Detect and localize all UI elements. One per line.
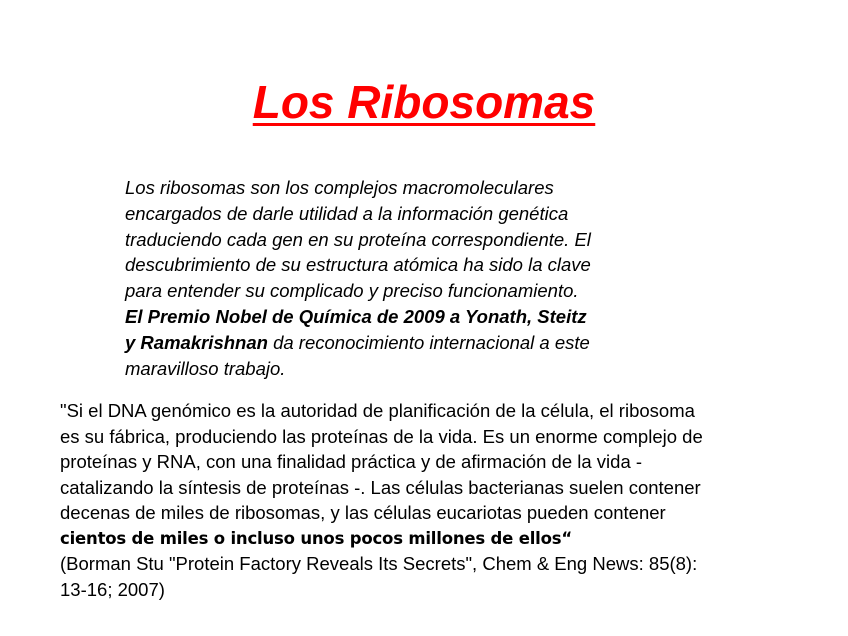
intro-line: descubrimiento de su estructura atómica ha sido la clave bbox=[125, 254, 591, 276]
intro-line: maravilloso trabajo. bbox=[125, 357, 286, 379]
intro-paragraph bbox=[125, 175, 685, 381]
intro-line: Los ribosomas son los complejos macromoleculares bbox=[125, 177, 554, 198]
quote-line: es su fábrica, produciendo las proteínas de la vida. Es un enorme complejo de bbox=[60, 425, 703, 447]
intro-line: encargados de darle utilidad a la información genética bbox=[125, 202, 569, 224]
quote-line: "Si el DNA genómico es la autoridad de planificación de la célula, el ribosoma bbox=[60, 400, 695, 421]
slide-title: Los Ribosomas bbox=[252, 76, 596, 128]
quote-line: proteínas y RNA, con una finalidad práctica y de afirmación de la vida - bbox=[60, 451, 643, 472]
citation-line: (Borman Stu "Protein Factory Reveals Its Secrets", Chem & Eng News: 85(8): bbox=[60, 553, 698, 574]
intro-line: traduciendo cada gen en su proteína correspondiente. El bbox=[125, 228, 591, 250]
nobel-laureate-name: y Ramakrishnan bbox=[125, 331, 268, 353]
nobel-prize-text: El Premio Nobel de Química de 2009 a Yonath, Steitz bbox=[125, 305, 587, 327]
quote-line: catalizando la síntesis de proteínas -. Las células bacterianas suelen contener bbox=[60, 476, 701, 498]
quote-line: decenas de miles de ribosomas, y las células eucariotas pueden contener bbox=[60, 502, 666, 523]
quote-line-bold: cientos de miles o incluso unos pocos millones de ellos“ bbox=[60, 528, 573, 548]
intro-line-rest: da reconocimiento internacional a este bbox=[267, 331, 590, 353]
citation-line: 13-16; 2007) bbox=[60, 578, 165, 600]
intro-line-bold bbox=[125, 304, 685, 330]
quote-paragraph bbox=[60, 398, 840, 602]
intro-line: para entender su complicado y preciso funcionamiento. bbox=[125, 280, 579, 302]
intro-line bbox=[125, 330, 685, 356]
